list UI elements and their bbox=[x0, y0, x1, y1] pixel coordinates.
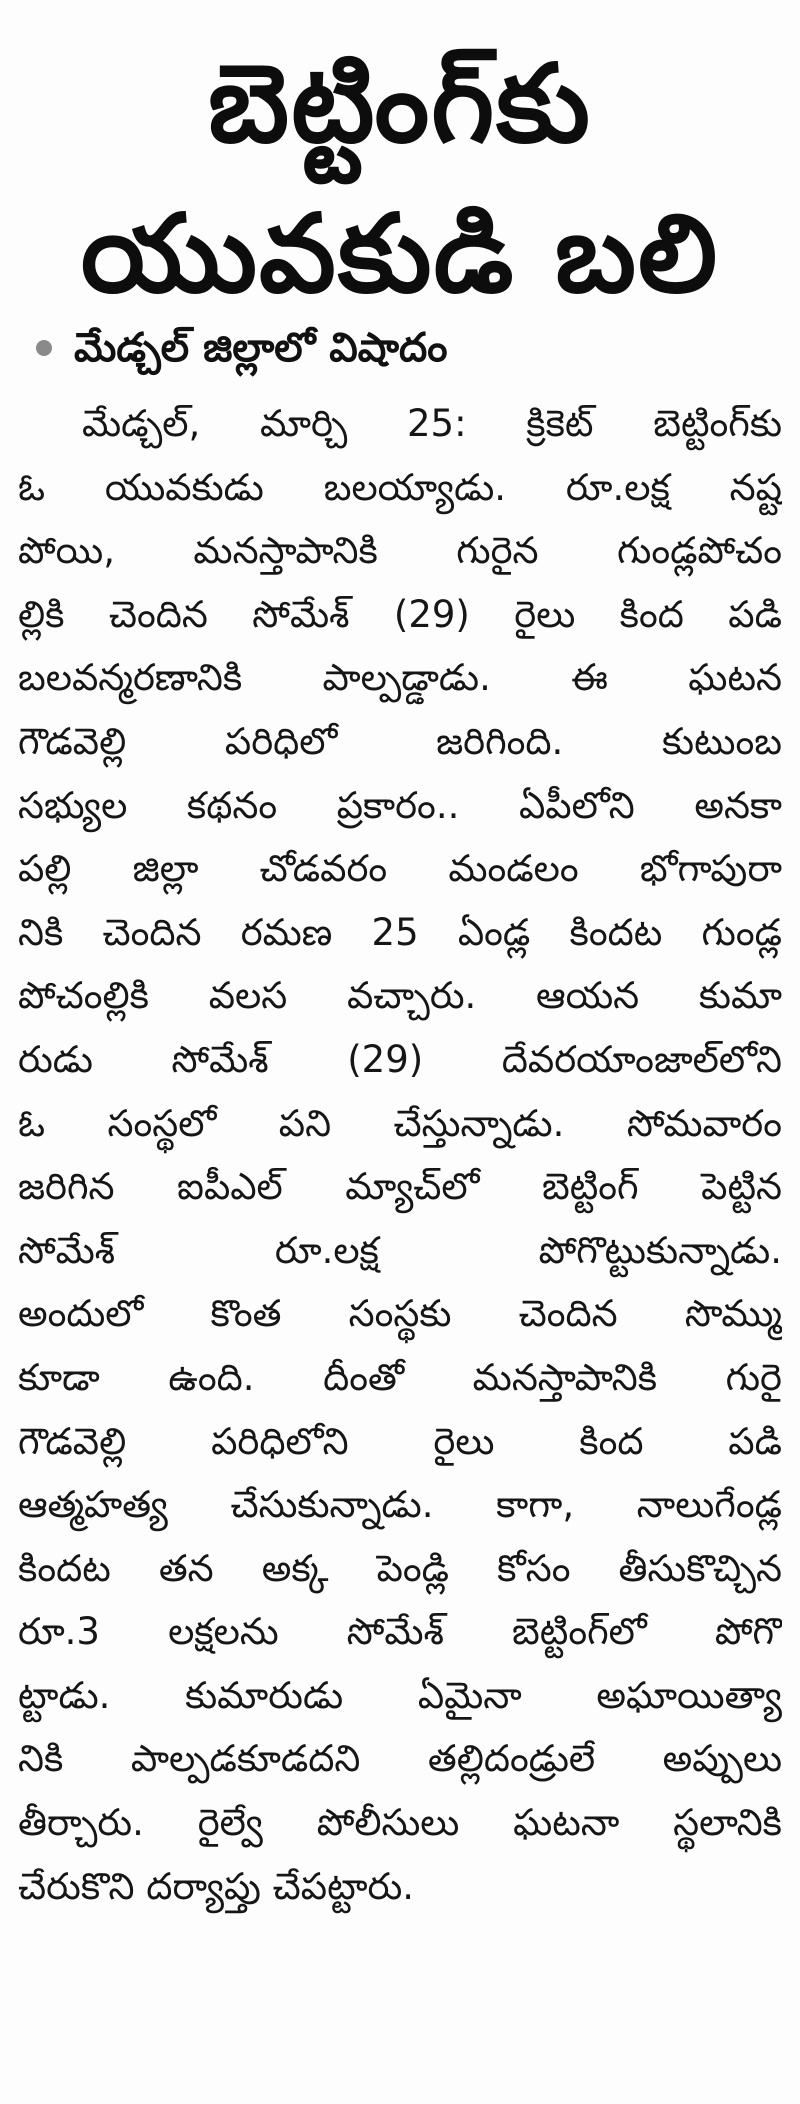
article-body-line: ఓ యువకుడు బలయ్యాడు. రూ.లక్ష నష్ట bbox=[18, 465, 782, 509]
article-body-line: మేడ్చల్‌, మార్చి 25: క్రికెట్‌ బెట్టింగ్‌కు bbox=[82, 402, 782, 445]
article-body-line: ఓ సంస్థలో పని చేస్తున్నాడు. సోమవారం bbox=[18, 1101, 782, 1145]
subheadline-text: మేడ్చల్‌ జిల్లాలో విషాదం bbox=[74, 325, 448, 371]
article-body-line: గౌడవెల్లి పరిధిలో జరిగింది. కుటుంబ bbox=[18, 719, 782, 763]
subheadline bbox=[36, 318, 776, 378]
headline-line-2: యువకుడి బలి bbox=[80, 192, 720, 317]
article-body-line: నికి పాల్పడకూడదని తల్లిదండ్రులే అప్పులు bbox=[18, 1737, 782, 1781]
article-body-line: ల్లికి చెందిన సోమేశ్‌ (29) రైలు కింద పడి bbox=[18, 592, 782, 636]
article-body-line: పల్లి జిల్లా చోడవరం మండలం భోగాపురా bbox=[18, 847, 782, 891]
article-body-line: సోమేశ్‌ రూ.లక్ష పోగొట్టుకున్నాడు. bbox=[18, 1228, 782, 1272]
article-body-line: చేరుకొని దర్యాప్తు చేపట్టారు. bbox=[18, 1864, 415, 1908]
bullet-icon bbox=[36, 340, 52, 356]
article-body-line: బలవన్మరణానికి పాల్పడ్డాడు. ఈ ఘటన bbox=[18, 656, 782, 700]
article-body-line: అందులో కొంత సంస్థకు చెందిన సొమ్ము bbox=[18, 1292, 782, 1336]
article-body-line: పోచంల్లికి వలస వచ్చారు. ఆయన కుమా bbox=[18, 974, 782, 1018]
article-body-line: కిందట తన అక్క పెండ్లి కోసం తీసుకొచ్చిన bbox=[18, 1546, 782, 1590]
article-body-line: రుడు సోమేశ్‌ (29) దేవరయాంజాల్‌లోని bbox=[18, 1037, 782, 1081]
headline bbox=[0, 30, 800, 330]
article-body-line: నికి చెందిన రమణ 25 ఏండ్ల కిందట గుండ్ల bbox=[18, 910, 782, 954]
article-body-line: రూ.3 లక్షలను సోమేశ్‌ బెట్టింగ్‌లో పోగొ bbox=[18, 1610, 782, 1654]
article-body-line: గౌడవెల్లి పరిధిలోని రైలు కింద పడి bbox=[18, 1419, 782, 1463]
headline-line-1: బెట్టింగ్‌కు bbox=[208, 42, 592, 167]
article-body-line: జరిగిన ఐపీఎల్‌ మ్యాచ్‌లో బెట్టింగ్‌ పెట్టిన bbox=[18, 1165, 782, 1209]
article-body-line: కూడా ఉంది. దీంతో మనస్తాపానికి గురై bbox=[18, 1355, 782, 1399]
article-body bbox=[18, 392, 782, 1918]
article-body-line: తీర్చారు. రైల్వే పోలీసులు ఘటనా స్థలానికి bbox=[18, 1801, 782, 1845]
article-body-line: పోయి, మనస్తాపానికి గురైన గుండ్లపోచం bbox=[18, 529, 782, 573]
article-body-line: ఆత్మహత్య చేసుకున్నాడు. కాగా, నాలుగేండ్ల bbox=[18, 1483, 782, 1527]
article-body-line: సభ్యుల కథనం ప్రకారం.. ఏపీలోని అనకా bbox=[18, 783, 782, 827]
article-body-line: ట్టాడు. కుమారుడు ఏమైనా అఘాయిత్యా bbox=[18, 1673, 782, 1717]
